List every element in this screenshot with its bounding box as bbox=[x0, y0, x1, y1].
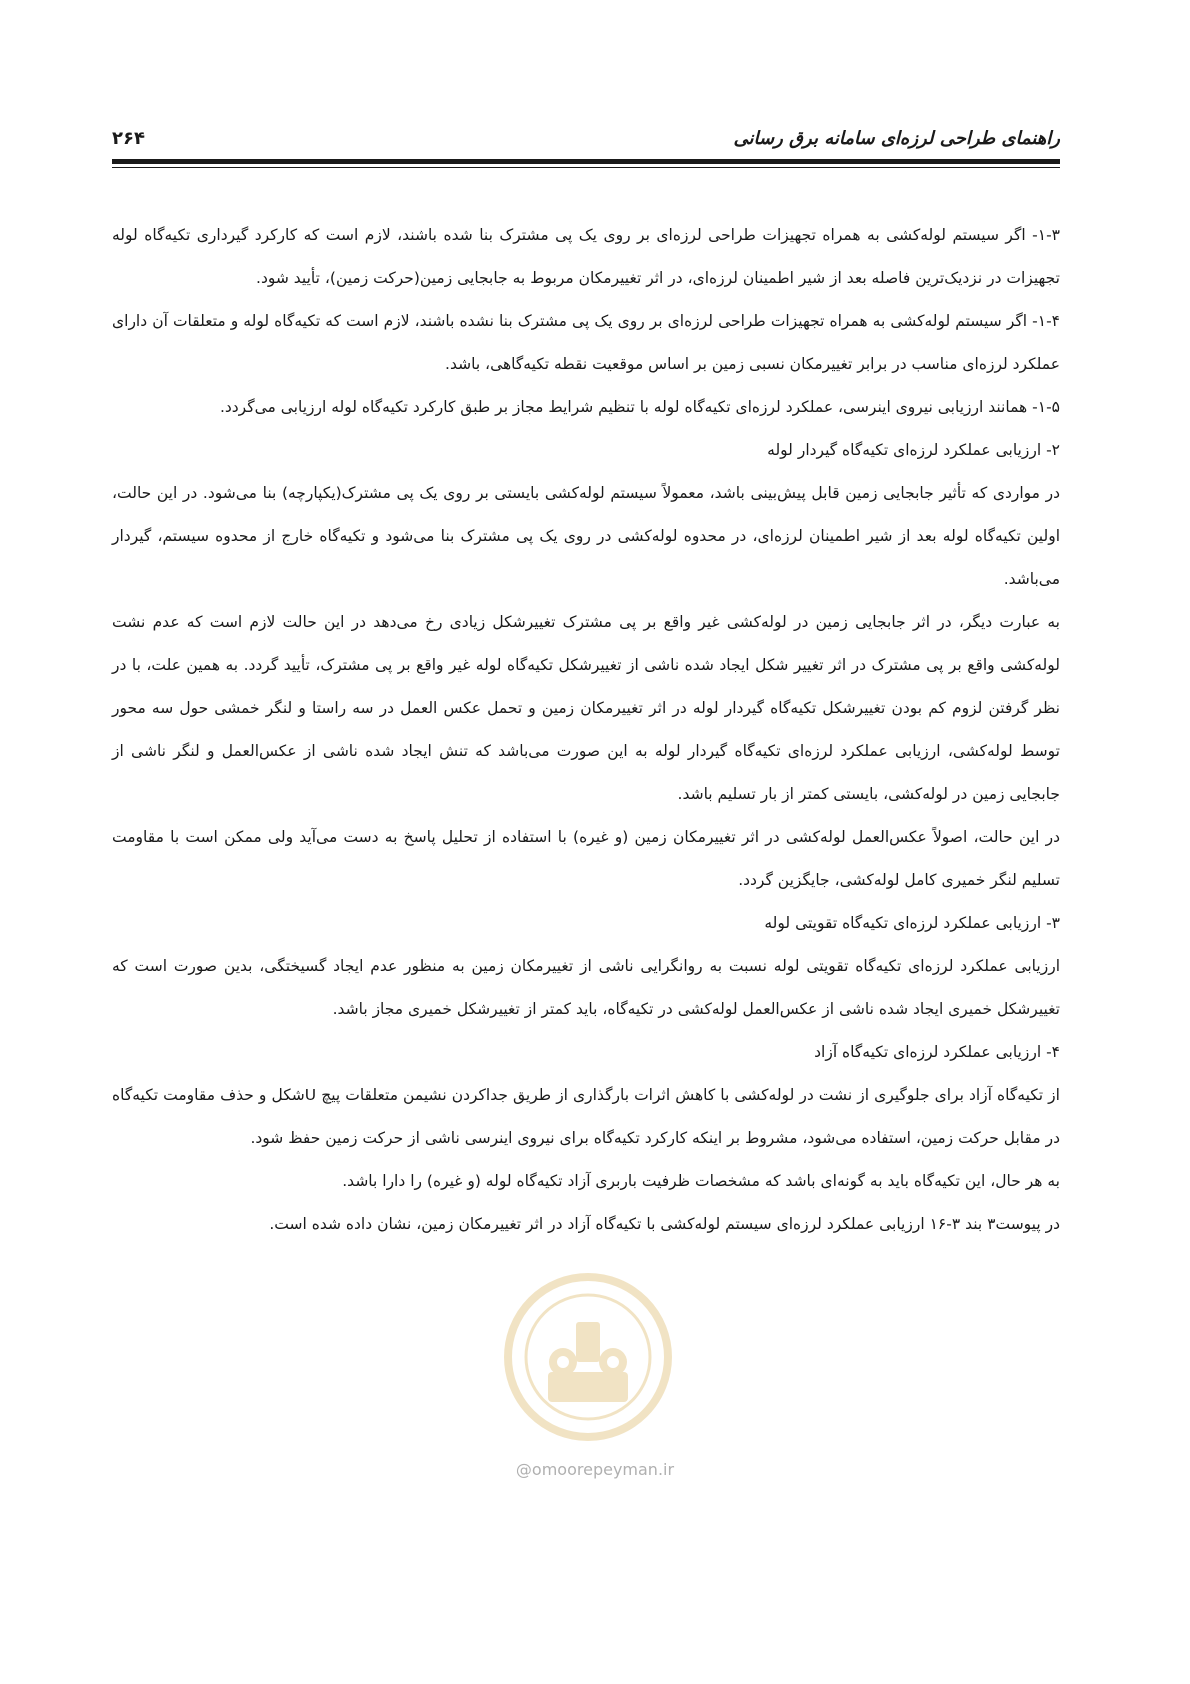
paragraph-appendix-reference: در پیوست۳ بند ۳-۱۶ ارزیابی عملکرد لرزه‌ای سیستم لوله‌کشی با تکیه‌گاه آزاد در اثر تغییرمکان زمین، نشان داده شده است. bbox=[269, 1215, 1060, 1233]
header-rule-thick bbox=[112, 159, 1060, 164]
document-body bbox=[112, 214, 1060, 1246]
page-number: ۲۶۴ bbox=[112, 128, 145, 149]
paragraph-1-4: ۱-۴- اگر سیستم لوله‌کشی به همراه تجهیزات طراحی لرزه‌ای بر روی یک پی مشترک بنا نشده باشند، لازم است که تکیه‌گاه لوله و متعلقات آن دارای عملکرد لرزه‌ای مناسب در برابر تغییرمکان نسبی زمین بر اساس موقعیت نقطه تکیه‌گاهی، باشد. bbox=[112, 312, 1060, 373]
paragraph-1-3: ۱-۳- اگر سیستم لوله‌کشی به همراه تجهیزات طراحی لرزه‌ای بر روی یک پی مشترک بنا شده باشند، لازم است که کارکرد گیرداری تکیه‌گاه لوله تجهیزات در نزدیک‌ترین فاصله بعد از شیر اطمینان لرزه‌ای، در اثر تغییرمکان مربوط به جابجایی زمین(حرکت زمین)، تأیید شود. bbox=[112, 226, 1060, 287]
paragraph-free-support: از تکیه‌گاه آزاد برای جلوگیری از نشت در لوله‌کشی با کاهش اثرات بارگذاری از طریق جداکردن نشیمن متعلقات پیچ Uشکل و حذف مقاومت تکیه‌گاه در مقابل حرکت زمین، استفاده می‌شود، مشروط بر اینکه کارکرد تکیه‌گاه برای نیروی اینرسی ناشی از حرکت زمین حفظ شود. bbox=[112, 1086, 1060, 1147]
paragraph-fixed-support-detail: به عبارت دیگر، در اثر جابجایی زمین در لوله‌کشی غیر واقع بر پی مشترک تغییرشکل زیادی رخ می‌دهد در این حالت لازم است که عدم نشت لوله‌کشی واقع بر پی مشترک در اثر تغییر شکل ایجاد شده ناشی از تغییرشکل تکیه‌گاه لوله غیر واقع بر پی مشترک، تأیید گردد. به همین علت، با در نظر گرفتن لزوم کم بودن تغییرشکل تکیه‌گاه گیردار لوله در اثر تغییرمکان زمین و تحمل عکس العمل در سه راستا و لنگر خمشی حول سه محور توسط لوله‌کشی، ارزیابی عملکرد لرزه‌ای تکیه‌گاه گیردار لوله به این صورت می‌باشد که تنش ایجاد شده ناشی از عکس‌العمل و لنگر ناشی از جابجایی زمین در لوله‌کشی، بایستی کمتر از بار تسلیم باشد. bbox=[112, 613, 1060, 803]
paragraph-fixed-support-intro: در مواردی که تأثیر جابجایی زمین قابل پیش‌بینی باشد، معمولاً سیستم لوله‌کشی بایستی بر روی یک پی مشترک(یکپارچه) بنا می‌شود. در این حالت، اولین تکیه‌گاه لوله بعد از شیر اطمینان لرزه‌ای، در محدوه لوله‌کشی در روی یک پی مشترک بنا می‌شود و تکیه‌گاه خارج از محدوه سیستم، گیردار می‌باشد. bbox=[112, 484, 1060, 588]
section-heading-4: ۴- ارزیابی عملکرد لرزه‌ای تکیه‌گاه آزاد bbox=[814, 1043, 1060, 1061]
paragraph-reinforcing-support: ارزیابی عملکرد لرزه‌ای تکیه‌گاه تقویتی لوله نسبت به روانگرایی ناشی از تغییرمکان زمین به منظور عدم ایجاد گسیختگی، بدین صورت است که تغییرشکل خمیری ایجاد شده ناشی از عکس‌العمل لوله‌کشی در تکیه‌گاه، باید کمتر از تغییرشکل خمیری مجاز باشد. bbox=[112, 957, 1060, 1018]
section-heading-3: ۳- ارزیابی عملکرد لرزه‌ای تکیه‌گاه تقویتی لوله bbox=[764, 914, 1060, 932]
paragraph-fixed-support-note: در این حالت، اصولاً عکس‌العمل لوله‌کشی در اثر تغییرمکان زمین (و غیره) با استفاده از تحلیل پاسخ به دست می‌آید ولی ممکن است با مقاومت تسلیم لنگر خمیری کامل لوله‌کشی، جایگزین گردد. bbox=[112, 828, 1060, 889]
watermark-url: @omoorepeyman.ir bbox=[515, 1460, 675, 1479]
section-heading-2: ۲- ارزیابی عملکرد لرزه‌ای تکیه‌گاه گیردار لوله bbox=[767, 441, 1060, 459]
paragraph-free-support-capacity: به هر حال، این تکیه‌گاه باید به گونه‌ای باشد که مشخصات ظرفیت باربری آزاد تکیه‌گاه لوله (و غیره) را دارا باشد. bbox=[342, 1172, 1060, 1190]
paragraph-1-5: ۱-۵- همانند ارزیابی نیروی اینرسی، عملکرد لرزه‌ای تکیه‌گاه لوله با تنظیم شرایط مجاز بر طبق کارکرد تکیه‌گاه لوله ارزیابی می‌گردد. bbox=[219, 398, 1060, 416]
running-header bbox=[112, 126, 1060, 156]
watermark-logo bbox=[488, 1262, 688, 1482]
header-rule-thin bbox=[112, 167, 1060, 168]
running-header-title: راهنمای طراحی لرزه‌ای سامانه برق رسانی bbox=[733, 128, 1060, 149]
